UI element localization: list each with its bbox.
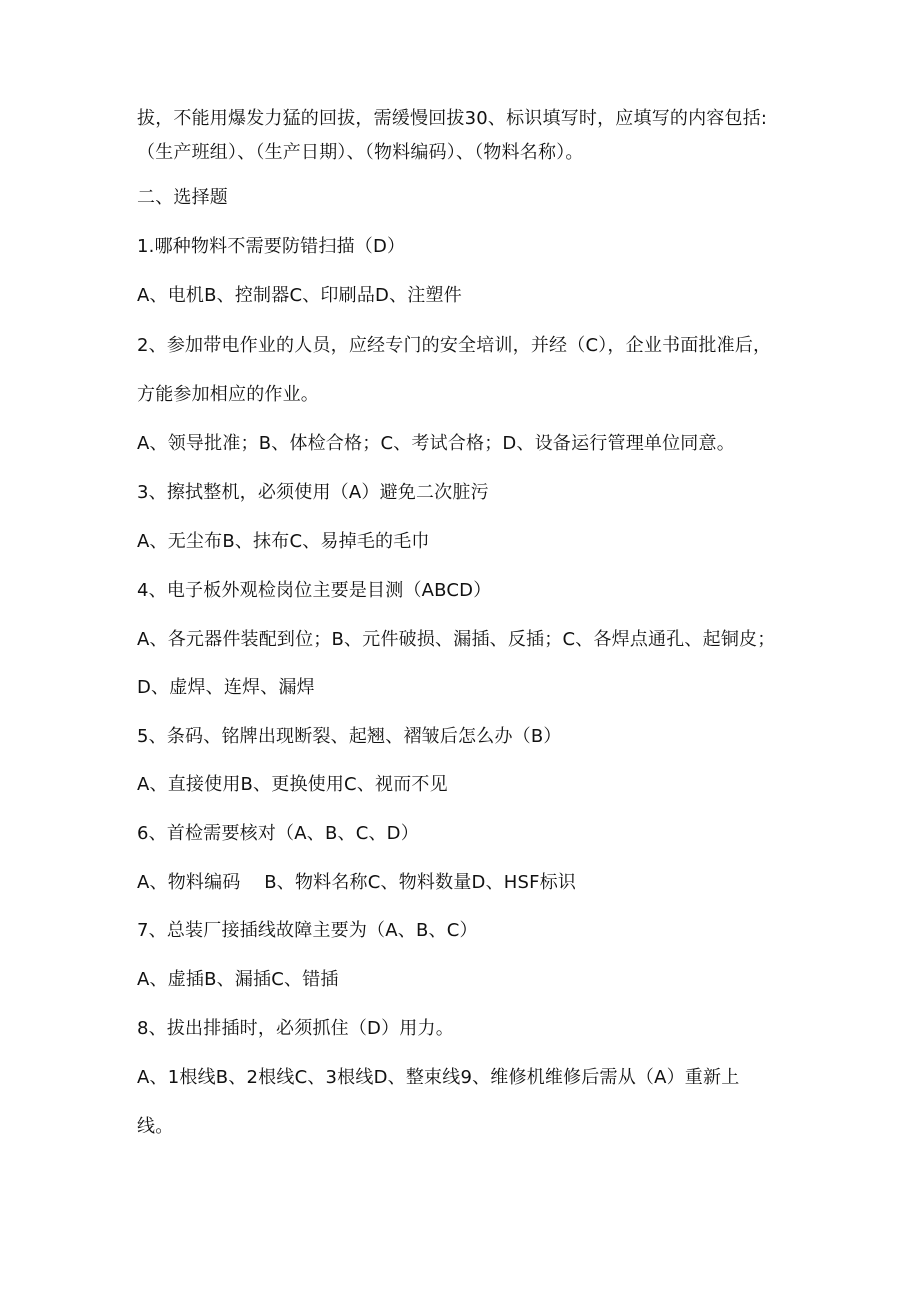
question-2-options: A、领导批准；B、体检合格；C、考试合格；D、设备运行管理单位同意。 — [137, 433, 735, 454]
question-5-options: A、直接使用B、更换使用C、视而不见 — [137, 774, 448, 795]
question-4-options: A、各元器件装配到位；B、元件破损、漏插、反插；C、各焊点通孔、起铜皮； — [137, 629, 776, 650]
question-8: 8、拔出排插时，必须抓住（D）用力。 — [137, 1018, 454, 1039]
question-3: 3、擦拭整机，必须使用（A）避免二次脏污 — [137, 482, 489, 503]
text-line-1: 拔，不能用爆发力猛的回拔，需缓慢回拔30、标识填写时，应填写的内容包括: — [137, 108, 768, 129]
question-1-options: A、电机B、控制器C、印刷品D、注塑件 — [137, 285, 462, 306]
question-4-options-continued: D、虚焊、连焊、漏焊 — [137, 677, 315, 698]
question-7: 7、总装厂接插线故障主要为（A、B、C） — [137, 920, 478, 941]
question-5: 5、条码、铭牌出现断裂、起翘、褶皱后怎么办（B） — [137, 726, 562, 747]
question-1: 1.哪种物料不需要防错扫描（D） — [137, 236, 406, 257]
question-9-continued: 线。 — [137, 1116, 174, 1137]
section-heading: 二、选择题 — [137, 187, 228, 208]
question-7-options: A、虚插B、漏插C、错插 — [137, 969, 339, 990]
question-3-options: A、无尘布B、抹布C、易掉毛的毛巾 — [137, 531, 430, 552]
question-6-options: A、物料编码 B、物料名称C、物料数量D、HSF标识 — [137, 872, 577, 893]
text-line-2: （生产班组）、（生产日期）、（物料编码）、（物料名称）。 — [137, 142, 584, 163]
question-8-options: A、1根线B、2根线C、3根线D、整束线9、维修机维修后需从（A）重新上 — [137, 1067, 740, 1088]
question-2-continued: 方能参加相应的作业。 — [137, 384, 319, 405]
question-6: 6、首检需要核对（A、B、C、D） — [137, 823, 419, 844]
question-2: 2、参加带电作业的人员，应经专门的安全培训，并经（C），企业书面批准后， — [137, 335, 772, 356]
question-4: 4、电子板外观检岗位主要是目测（ABCD） — [137, 580, 492, 601]
